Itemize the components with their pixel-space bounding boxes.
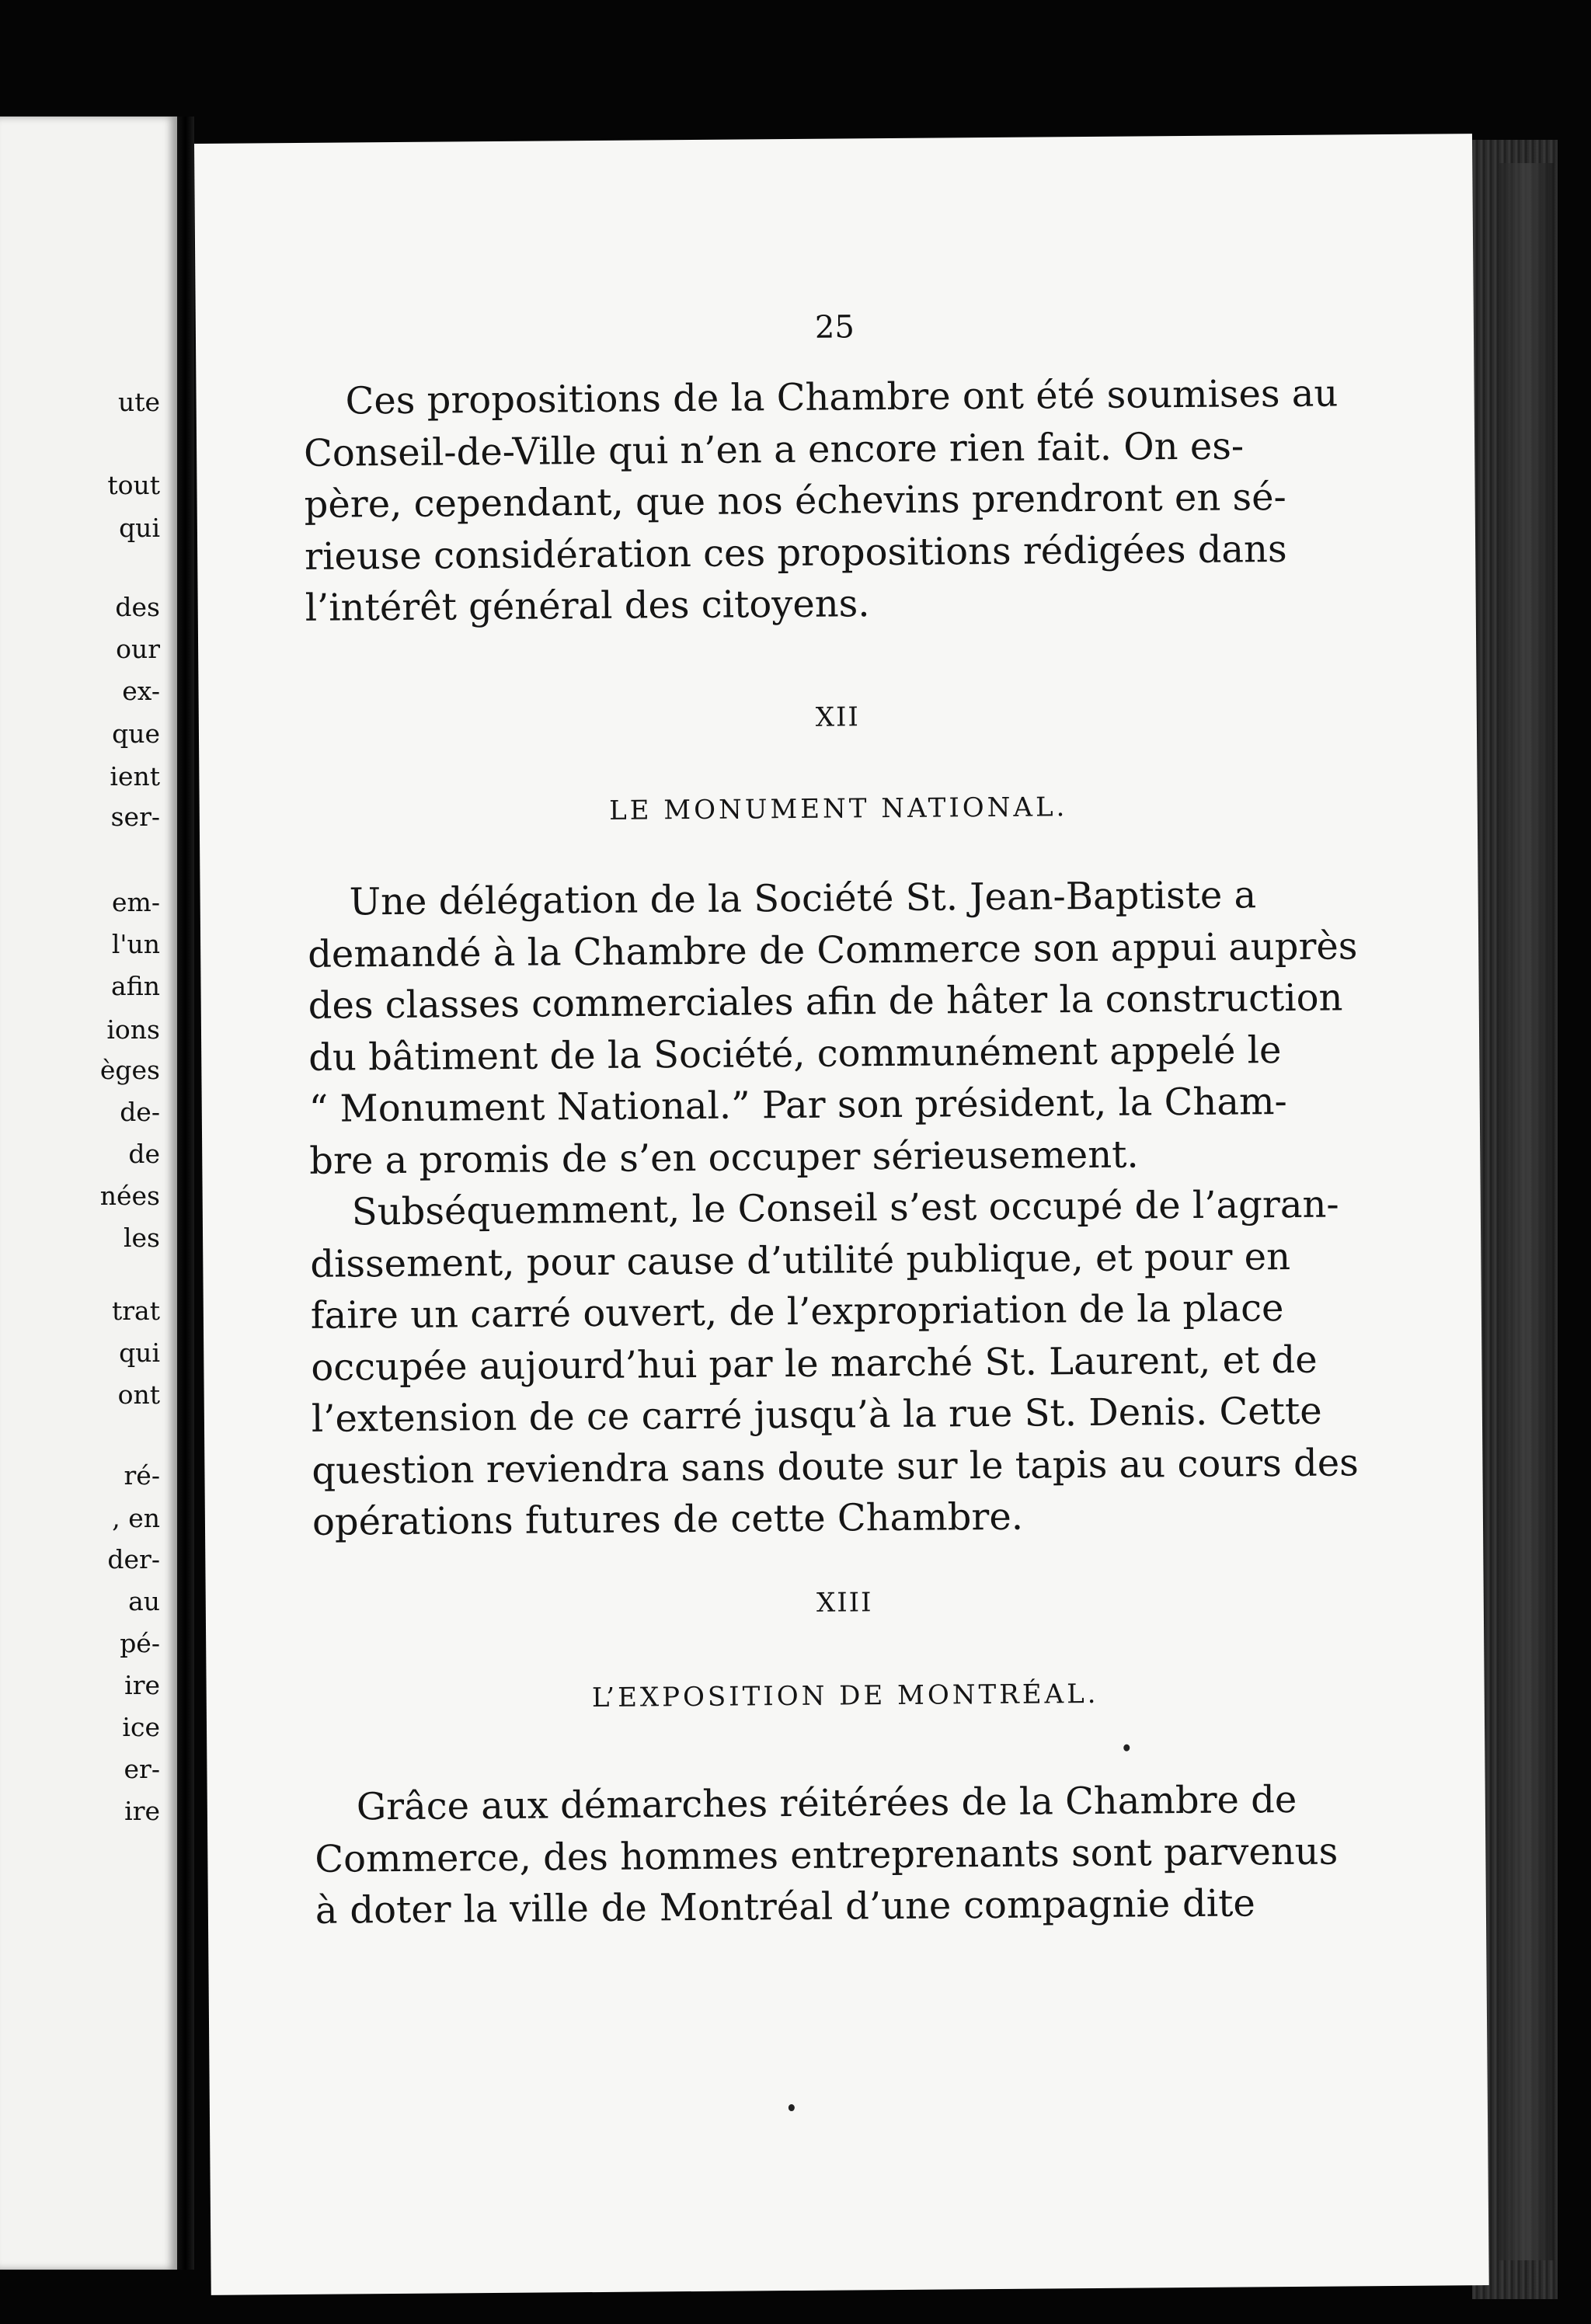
previous-page-text-fragment: l'un	[111, 929, 160, 959]
previous-page-text-fragment: que	[112, 718, 160, 749]
book-gutter	[177, 117, 194, 2270]
previous-page-text-fragment: èges	[99, 1055, 160, 1085]
previous-page-text-fragment: er-	[124, 1754, 160, 1784]
previous-page-text-fragment: les	[123, 1223, 160, 1253]
text-line: Une délégation de la Société St. Jean-Baptiste a	[349, 873, 1257, 924]
previous-page-text-fragment: tout	[107, 470, 160, 500]
previous-page-text-fragment: ire	[124, 1796, 160, 1826]
text-line: père, cependant, que nos échevins prendront en sé-	[304, 475, 1286, 527]
previous-page-text-fragment: , en	[112, 1503, 160, 1533]
previous-page-text-fragment: ser-	[110, 802, 160, 832]
previous-page-text-fragment: ute	[117, 387, 160, 417]
text-line: rieuse considération ces propositions rédigées dans	[304, 527, 1287, 579]
text-line: à doter la ville de Montréal d’une compagnie dite	[315, 1881, 1256, 1933]
intro-paragraph	[303, 368, 1339, 634]
previous-page-text-fragment: ient	[110, 761, 160, 791]
text-line: occupée aujourd’hui par le marché St. Laurent, et de	[311, 1338, 1318, 1390]
monument-paragraph-2	[310, 1179, 1359, 1548]
previous-page-text-fragment: ions	[106, 1014, 160, 1045]
text-line: opérations futures de cette Chambre.	[312, 1494, 1024, 1544]
previous-page-text-fragment: de-	[120, 1097, 160, 1127]
section-numeral-xiii: XIII	[816, 1587, 873, 1619]
ink-speck	[789, 2104, 795, 2111]
previous-page-text-fragment: qui	[119, 513, 160, 543]
previous-page-text-fragment: afin	[111, 971, 160, 1001]
previous-page-text-fragment: em-	[112, 887, 160, 917]
previous-page-text-fragment: trat	[112, 1296, 160, 1326]
previous-page-text-fragment: au	[128, 1586, 160, 1616]
section-numeral-xii: XII	[815, 701, 861, 733]
text-line: Ces propositions de la Chambre ont été soumises au	[345, 371, 1339, 423]
text-line: l’intérêt général des citoyens.	[305, 582, 870, 630]
section-title-monument-national: LE MONUMENT NATIONAL.	[608, 791, 1068, 826]
ink-speck	[1123, 1745, 1130, 1752]
previous-page-text-fragment: ré-	[124, 1460, 160, 1491]
previous-page-text-fragment: de	[128, 1139, 160, 1169]
text-line: du bâtiment de la Société, communément appelé le	[308, 1028, 1282, 1080]
previous-page-text-fragment: ont	[117, 1379, 160, 1410]
text-line: Commerce, des hommes entreprenants sont parvenus	[315, 1829, 1339, 1881]
page-number: 25	[814, 309, 855, 346]
text-line: Subséquemment, le Conseil s’est occupé de l’agran-	[351, 1182, 1339, 1234]
text-line: des classes commerciales afin de hâter la construction	[308, 976, 1343, 1028]
text-line: demandé à la Chambre de Commerce son appui auprès	[307, 924, 1358, 976]
monument-paragraph-1	[307, 869, 1358, 1186]
previous-page-text-fragment: qui	[119, 1338, 160, 1368]
previous-page	[0, 117, 177, 2270]
section-title-exposition: L’EXPOSITION DE MONTRÉAL.	[591, 1678, 1099, 1714]
exposition-paragraph-1	[315, 1774, 1339, 1936]
previous-page-text-fragment: des	[115, 592, 160, 622]
text-line: faire un carré ouvert, de l’expropriation de la place	[310, 1286, 1284, 1338]
previous-page-text-fragment: nées	[99, 1181, 160, 1211]
text-line: “ Monument National.” Par son président, la Cham-	[308, 1079, 1287, 1131]
book-page	[194, 134, 1489, 2295]
previous-page-text-fragment: ice	[122, 1712, 160, 1742]
previous-page-text-fragment: der-	[107, 1544, 160, 1574]
text-line: dissement, pour cause d’utilité publique, et pour en	[310, 1234, 1291, 1286]
previous-page-text-fragment: our	[116, 634, 160, 664]
text-line: l’extension de ce carré jusqu’à la rue St. Denis. Cette	[311, 1389, 1322, 1441]
page-edges-shade	[1499, 163, 1554, 2260]
text-line: Conseil-de-Ville qui n’en a encore rien fait. On es-	[303, 423, 1245, 475]
text-line: bre a promis de s’en occuper sérieusement.	[309, 1132, 1139, 1183]
text-line: question reviendra sans doute sur le tapis au cours des	[312, 1440, 1359, 1493]
previous-page-text-fragment: pé-	[120, 1628, 160, 1658]
text-line: Grâce aux démarches réitérées de la Chambre de	[356, 1777, 1297, 1829]
previous-page-text-fragment: ex-	[122, 676, 160, 706]
previous-page-text-fragment: ire	[124, 1670, 160, 1700]
